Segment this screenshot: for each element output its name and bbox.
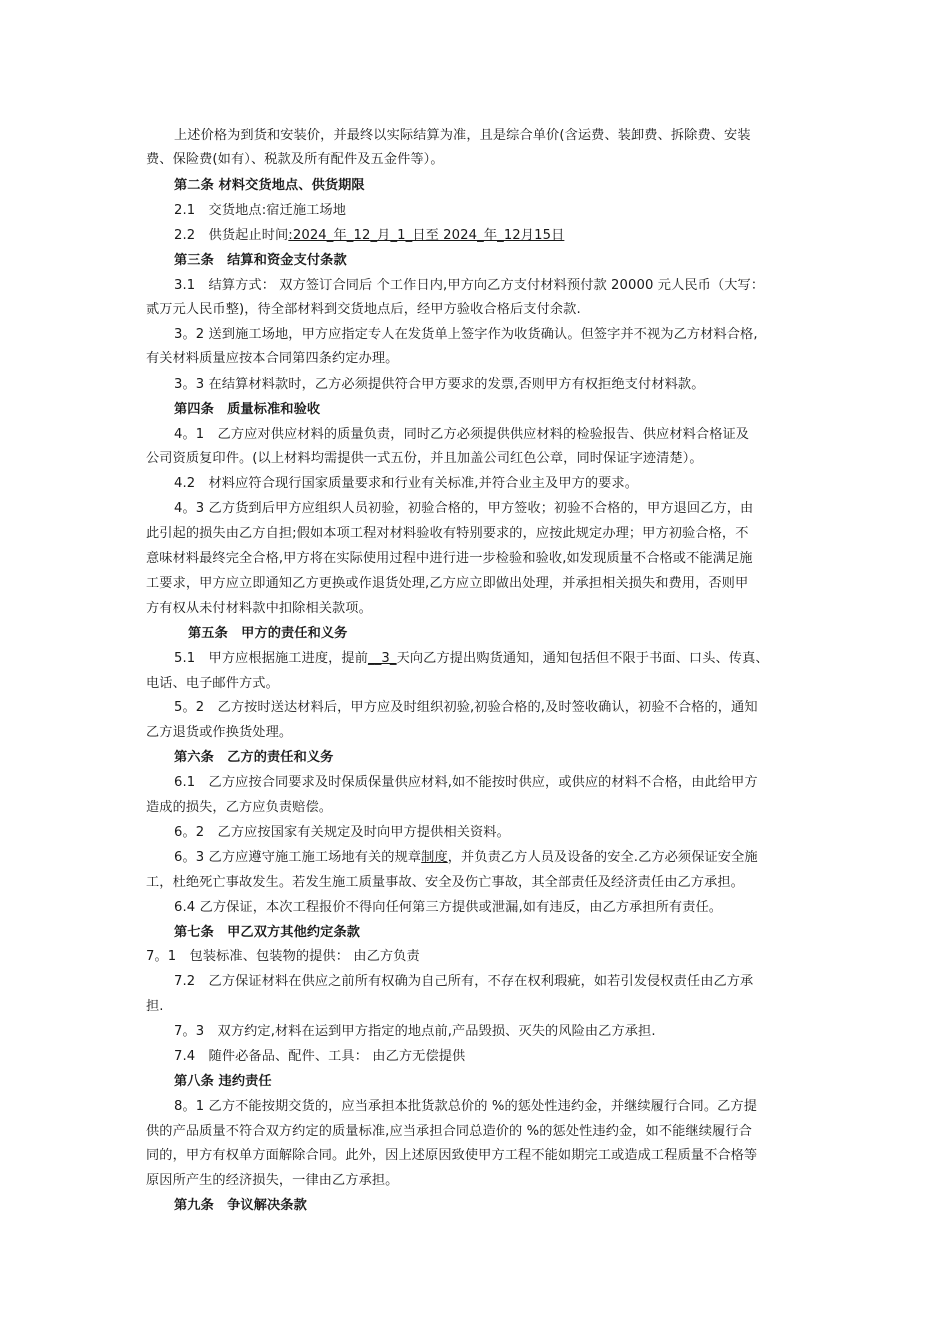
text-line: 4.2 材料应符合现行国家质量要求和行业有关标准,并符合业主及甲方的要求。 [174, 476, 639, 491]
text-line: 意味材料最终完全合格,甲方将在实际使用过程中进行进一步检验和验收,如发现质量不合格或不能满足施 [146, 551, 753, 566]
text-line: 3。2 送到施工场地，甲方应指定专人在发货单上签字作为收货确认。但签字并不视为乙方材料合格, [174, 327, 758, 342]
text-line: 5.1 甲方应根据施工进度，提前__3_天向乙方提出购货通知，通知包括但不限于书面、口头、传真、 [174, 651, 769, 666]
section-heading: 第二条 材料交货地点、供货期限 [174, 178, 365, 193]
text-line: 7。3 双方约定,材料在运到甲方指定的地点前,产品毁损、灭失的风险由乙方承担. [174, 1024, 656, 1039]
text-line: 费、保险费(如有）、税款及所有配件及五金件等）。 [146, 152, 444, 167]
section-heading: 第八条 违约责任 [174, 1074, 272, 1089]
text-line: 原因所产生的经济损失，一律由乙方承担。 [146, 1173, 399, 1188]
section-heading: 第九条 争议解决条款 [174, 1198, 307, 1213]
section-heading: 第三条 结算和资金支付条款 [174, 253, 347, 268]
text-line: 供的产品质量不符合双方约定的质量标准,应当承担合同总造价的 %的惩处性违约金，如不能继续履行合 [146, 1124, 752, 1139]
text-line: 7.4 随件必备品、配件、工具： 由乙方无偿提供 [174, 1049, 466, 1064]
text-line: 6.4 乙方保证，本次工程报价不得向任何第三方提供或泄漏,如有违反，由乙方承担所有责任。 [174, 900, 723, 915]
section-heading: 第四条 质量标准和验收 [174, 402, 321, 417]
text-line: 6。3 乙方应遵守施工施工场地有关的规章制度，并负责乙方人员及设备的安全.乙方必须保证安全施 [174, 850, 758, 865]
regulations-link-text: 制度 [421, 850, 448, 865]
text-line: 此引起的损失由乙方自担;假如本项工程对材料验收有特别要求的，应按此规定办理；甲方初验合格，不 [146, 526, 749, 541]
text-line: 贰万元人民币整)，待全部材料到交货地点后，经甲方验收合格后支付余款. [146, 302, 581, 317]
text-line: 3.1 结算方式： 双方签订合同后 个工作日内,甲方向乙方支付材料预付款 20000 元人民币（大写： [174, 278, 765, 293]
text-line: 4。1 乙方应对供应材料的质量负责，同时乙方必须提供供应材料的检验报告、供应材料合格证及 [174, 427, 750, 442]
text-line: 2.1 交货地点:宿迁施工场地 [174, 203, 346, 218]
text-line: 5。2 乙方按时送达材料后，甲方应及时组织初验,初验合格的,及时签收确认，初验不合格的，通知 [174, 700, 758, 715]
text-line: 7。1 包装标准、包装物的提供： 由乙方负责 [146, 949, 420, 964]
text-line: 7.2 乙方保证材料在供应之前所有权确为自己所有，不存在权利瑕疵，如若引发侵权责任由乙方承 [174, 974, 754, 989]
text-line: 担. [146, 999, 164, 1014]
text-line: 8。1 乙方不能按期交货的，应当承担本批货款总价的 %的惩处性违约金，并继续履行合同。乙方提 [174, 1099, 757, 1114]
text-line: 6。2 乙方应按国家有关规定及时向甲方提供相关资料。 [174, 825, 510, 840]
text-line: 6.1 乙方应按合同要求及时保质保量供应材料,如不能按时供应，或供应的材料不合格，由此给甲方 [174, 775, 758, 790]
section-heading: 第六条 乙方的责任和义务 [174, 750, 334, 765]
text-line: 方有权从未付材料款中扣除相关款项。 [146, 601, 372, 616]
text-line: 同的，甲方有权单方面解除合同。此外，因上述原因致使甲方工程不能如期完工或造成工程质量不合格等 [146, 1148, 758, 1163]
text-line: 电话、电子邮件方式。 [146, 676, 279, 691]
supply-period-value: :2024_年_12_月_1_日至 2024_年_12月15日 [288, 228, 565, 243]
text-line: 上述价格为到货和安装价，并最终以实际结算为准，且是综合单价(含运费、装卸费、拆除费、安装 [174, 128, 751, 143]
text-line: 工，杜绝死亡事故发生。若发生施工质量事故、安全及伤亡事故，其全部责任及经济责任由乙方承担。 [146, 875, 744, 890]
text-line: 乙方退货或作换货处理。 [146, 725, 293, 740]
text-line: 造成的损失，乙方应负责赔偿。 [146, 800, 333, 815]
text-line: 2.2 供货起止时间:2024_年_12_月_1_日至 2024_年_12月15日 [174, 228, 565, 243]
text-line: 3。3 在结算材料款时，乙方必须提供符合甲方要求的发票,否则甲方有权拒绝支付材料款。 [174, 377, 705, 392]
text-line: 有关材料质量应按本合同第四条约定办理。 [146, 351, 399, 366]
text-line: 工要求，甲方应立即通知乙方更换或作退货处理,乙方应立即做出处理，并承担相关损失和费用，否则甲 [146, 576, 749, 591]
notice-days-value: __3_ [368, 651, 397, 666]
text-line: 4。3 乙方货到后甲方应组织人员初验，初验合格的，甲方签收；初验不合格的，甲方退回乙方，由 [174, 501, 754, 516]
text-line: 公司资质复印件。(以上材料均需提供一式五份，并且加盖公司红色公章，同时保证字迹清楚）。 [146, 451, 703, 466]
section-heading: 第五条 甲方的责任和义务 [188, 626, 348, 641]
section-heading: 第七条 甲乙双方其他约定条款 [174, 925, 361, 940]
